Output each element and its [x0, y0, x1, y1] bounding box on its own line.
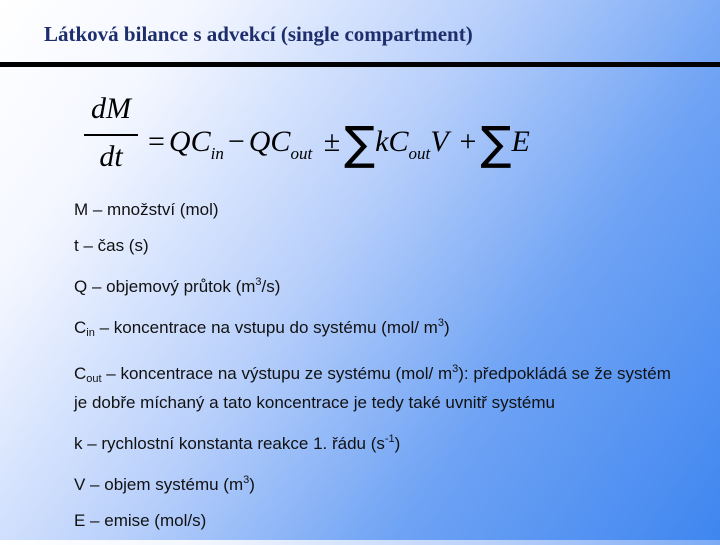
definition-Cout-end: ): předpokládá se že systém je dobře míchaný a tato koncentrace je tedy také uvnitř systému: [74, 364, 671, 412]
definition-Q-superscript: 3: [255, 276, 262, 288]
definition-Cin-end: ): [443, 318, 450, 337]
outflow-subscript: out: [290, 144, 313, 163]
reaction-subscript: out: [408, 144, 431, 163]
reaction-term: kC: [375, 125, 409, 158]
definition-E: E – emise (mol/s): [74, 511, 207, 530]
title-divider: [0, 62, 720, 67]
fraction-numerator: dM: [91, 92, 131, 125]
variable-definitions: [74, 198, 674, 545]
definition-V: [74, 468, 674, 497]
fraction-bar: [84, 134, 138, 136]
definition-Cout-symbol: C: [74, 364, 87, 383]
definition-Q: [74, 270, 674, 299]
definition-Cin-text: – koncentrace na vstupu do systému (mol/ m: [94, 318, 438, 337]
definition-Cin: [74, 311, 674, 345]
volume-symbol: V: [430, 125, 449, 158]
definition-Cin-subscript: in: [86, 327, 95, 339]
plus-sign: +: [459, 125, 477, 158]
fraction-denominator: dt: [99, 140, 123, 173]
sum-symbol-reaction: ∑: [344, 116, 376, 170]
definition-Cout-superscript: 3: [452, 363, 459, 375]
minus-sign: −: [227, 125, 245, 158]
emission-term: E: [511, 125, 530, 158]
definition-V-superscript: 3: [243, 474, 250, 486]
definition-Cout-subscript: out: [86, 373, 102, 385]
definition-V-end: ): [249, 475, 255, 494]
definition-Cout: [74, 357, 674, 415]
definition-M: M – množství (mol): [74, 200, 219, 219]
outflow-term: QC: [248, 125, 291, 158]
definition-Cout-text: – koncentrace na výstupu ze systému (mol/ m: [101, 364, 453, 383]
plus-minus-sign: ±: [323, 125, 341, 158]
inflow-subscript: in: [210, 144, 224, 163]
equation-right-side: [144, 116, 530, 170]
definition-k-superscript: -1: [384, 433, 395, 445]
definition-k: [74, 427, 674, 456]
definition-Cin-symbol: C: [74, 318, 87, 337]
slide-title: Látková bilance s advekcí (single compartment): [44, 22, 473, 46]
inflow-term: QC: [168, 125, 211, 158]
definition-k-end: ): [394, 434, 401, 453]
definition-t: t – čas (s): [74, 236, 149, 255]
definition-Q-text: Q – objemový průtok (m: [74, 277, 256, 296]
sum-symbol-emission: ∑: [480, 116, 512, 170]
definition-V-text: V – objem systému (m: [74, 475, 244, 494]
definition-k-text: k – rychlostní konstanta reakce 1. řádu (s: [74, 434, 385, 453]
definition-Q-end: /s): [261, 277, 281, 296]
definition-Cin-superscript: 3: [437, 317, 444, 329]
equals-sign: =: [148, 125, 165, 158]
